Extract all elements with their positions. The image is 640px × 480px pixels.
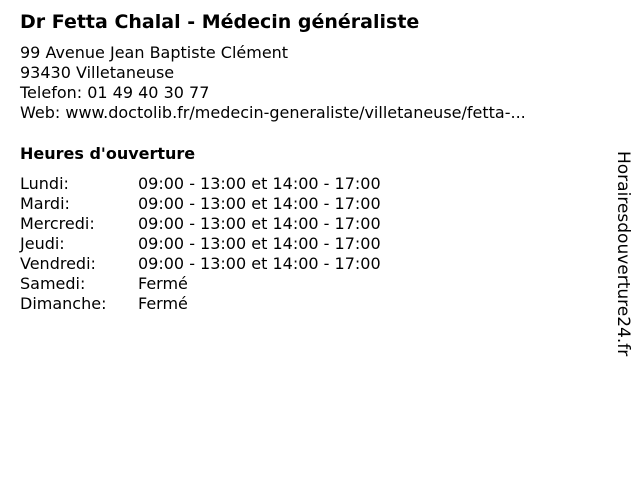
time-value: Fermé bbox=[138, 274, 188, 293]
website-link[interactable]: Web: www.doctolib.fr/medecin-generaliste/villetaneuse/fetta-... bbox=[20, 103, 526, 122]
day-label: Jeudi: bbox=[20, 234, 65, 253]
hours-row bbox=[20, 254, 381, 274]
hours-heading: Heures d'ouverture bbox=[20, 144, 196, 163]
site-watermark-text: Horairesdouverture24.fr bbox=[613, 151, 633, 357]
day-label: Lundi: bbox=[20, 174, 69, 193]
hours-row bbox=[20, 234, 381, 254]
city-address: 93430 Villetaneuse bbox=[20, 63, 175, 82]
phone-number: Telefon: 01 49 40 30 77 bbox=[20, 83, 210, 102]
time-value: 09:00 - 13:00 et 14:00 - 17:00 bbox=[138, 174, 381, 193]
street-address: 99 Avenue Jean Baptiste Clément bbox=[20, 43, 289, 62]
day-label: Vendredi: bbox=[20, 254, 96, 273]
address-block bbox=[20, 43, 526, 123]
time-value: 09:00 - 13:00 et 14:00 - 17:00 bbox=[138, 234, 381, 253]
hours-row bbox=[20, 174, 381, 194]
site-watermark bbox=[612, 135, 634, 373]
time-value: Fermé bbox=[138, 294, 188, 313]
hours-table bbox=[20, 174, 381, 314]
hours-row bbox=[20, 214, 381, 234]
day-label: Dimanche: bbox=[20, 294, 107, 313]
day-label: Samedi: bbox=[20, 274, 86, 293]
hours-row bbox=[20, 274, 381, 294]
hours-row bbox=[20, 194, 381, 214]
time-value: 09:00 - 13:00 et 14:00 - 17:00 bbox=[138, 254, 381, 273]
page-title: Dr Fetta Chalal - Médecin généraliste bbox=[20, 11, 420, 33]
time-value: 09:00 - 13:00 et 14:00 - 17:00 bbox=[138, 194, 381, 213]
hours-row bbox=[20, 294, 381, 314]
day-label: Mercredi: bbox=[20, 214, 95, 233]
day-label: Mardi: bbox=[20, 194, 70, 213]
time-value: 09:00 - 13:00 et 14:00 - 17:00 bbox=[138, 214, 381, 233]
